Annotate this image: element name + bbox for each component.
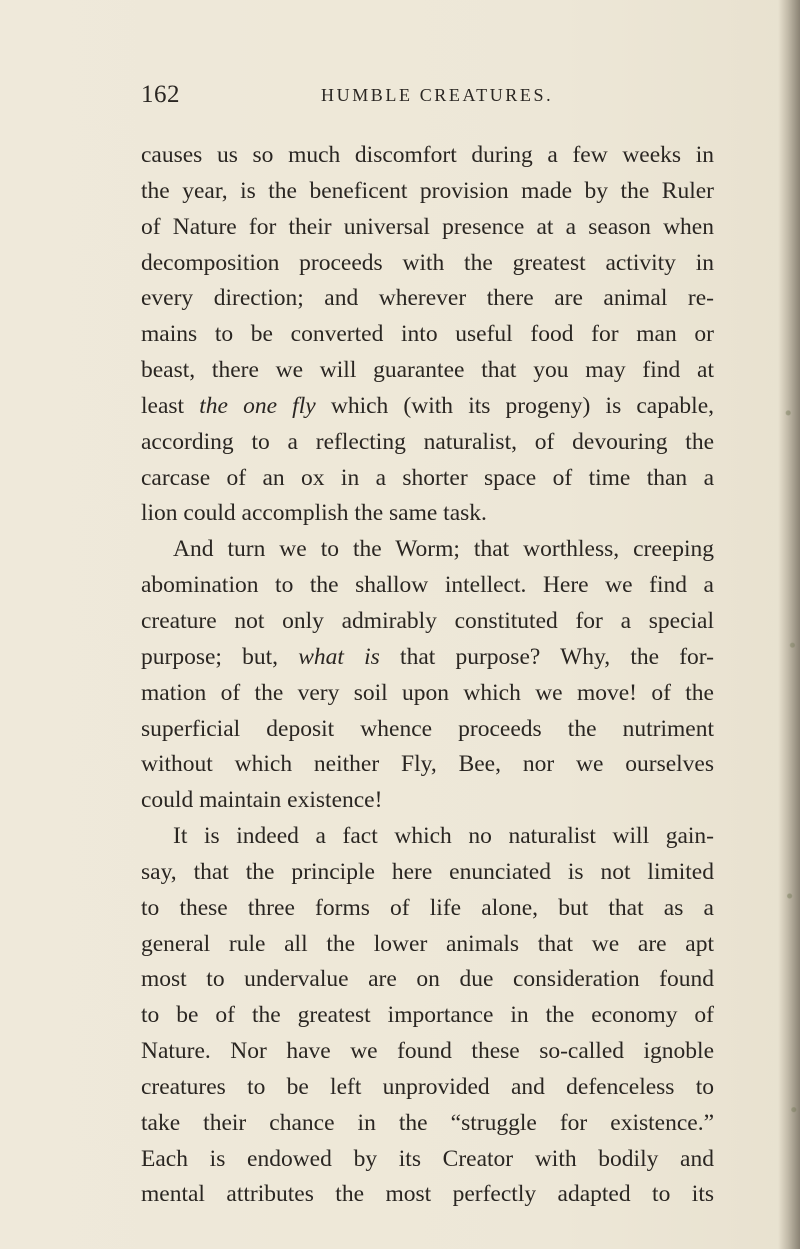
binding-foxing [784, 320, 798, 1249]
text-line [141, 640, 714, 676]
text-line: lion could accomplish the same task. [141, 500, 487, 527]
text-line: causes us so much discomfort during a few weeks in [141, 142, 714, 168]
text-line: Each is endowed by its Creator with bodily and [141, 1145, 714, 1172]
text-run: which (with its progeny) is capable, [315, 392, 714, 419]
text-line: according to a reflecting naturalist, of devouring the [141, 428, 714, 455]
text-line: superficial deposit whence proceeds the nutriment [141, 715, 714, 742]
text-line: mains to be converted into useful food for man or [141, 321, 714, 348]
text-line: mation of the very soil upon which we move! of the [141, 679, 714, 706]
page-number: 162 [141, 81, 180, 108]
italic-run: what is [298, 643, 380, 670]
text-line: without which neither Fly, Bee, nor we ourselves [141, 751, 714, 778]
text-line: creature not only admirably constituted for a special [141, 607, 714, 634]
text-run: purpose; but, [141, 643, 299, 670]
running-title: HUMBLE CREATURES. [321, 85, 554, 105]
text-line: every direction; and wherever there are animal re- [141, 285, 714, 312]
text-line: And turn we to the Worm; that worthless, creeping [173, 536, 714, 563]
text-line: the year, is the beneficent provision made by the Ruler [141, 177, 714, 204]
text-line: carcase of an ox in a shorter space of time than a [141, 464, 714, 491]
text-line: mental attributes the most perfectly adapted to its [141, 1181, 714, 1208]
italic-run: the one fly [199, 392, 316, 419]
text-line: to these three forms of life alone, but that as a [141, 894, 714, 921]
text-run: least [141, 392, 200, 419]
text-line: beast, there we will guarantee that you may find at [141, 357, 714, 384]
text-run: that purpose? Why, the for- [379, 643, 714, 670]
body-text [141, 138, 714, 1213]
running-head [141, 81, 711, 115]
text-line: decomposition proceeds with the greatest activity in [141, 249, 714, 276]
text-line: of Nature for their universal presence at a season when [141, 213, 714, 240]
text-line: take their chance in the “struggle for existence.” [141, 1109, 714, 1136]
text-line: abomination to the shallow intellect. Here we find a [141, 572, 714, 599]
text-line: general rule all the lower animals that we are apt [141, 930, 714, 957]
text-line: to be of the greatest importance in the economy of [141, 1002, 714, 1029]
text-line: could maintain existence! [141, 787, 383, 814]
text-line: It is indeed a fact which no naturalist will gain- [173, 823, 714, 850]
text-line: say, that the principle here enunciated is not limited [141, 858, 714, 885]
text-line: most to undervalue are on due consideration found [141, 966, 714, 993]
text-line: creatures to be left unprovided and defenceless to [141, 1073, 714, 1100]
text-line: Nature. Nor have we found these so-called ignoble [141, 1038, 714, 1065]
text-line [141, 389, 714, 425]
